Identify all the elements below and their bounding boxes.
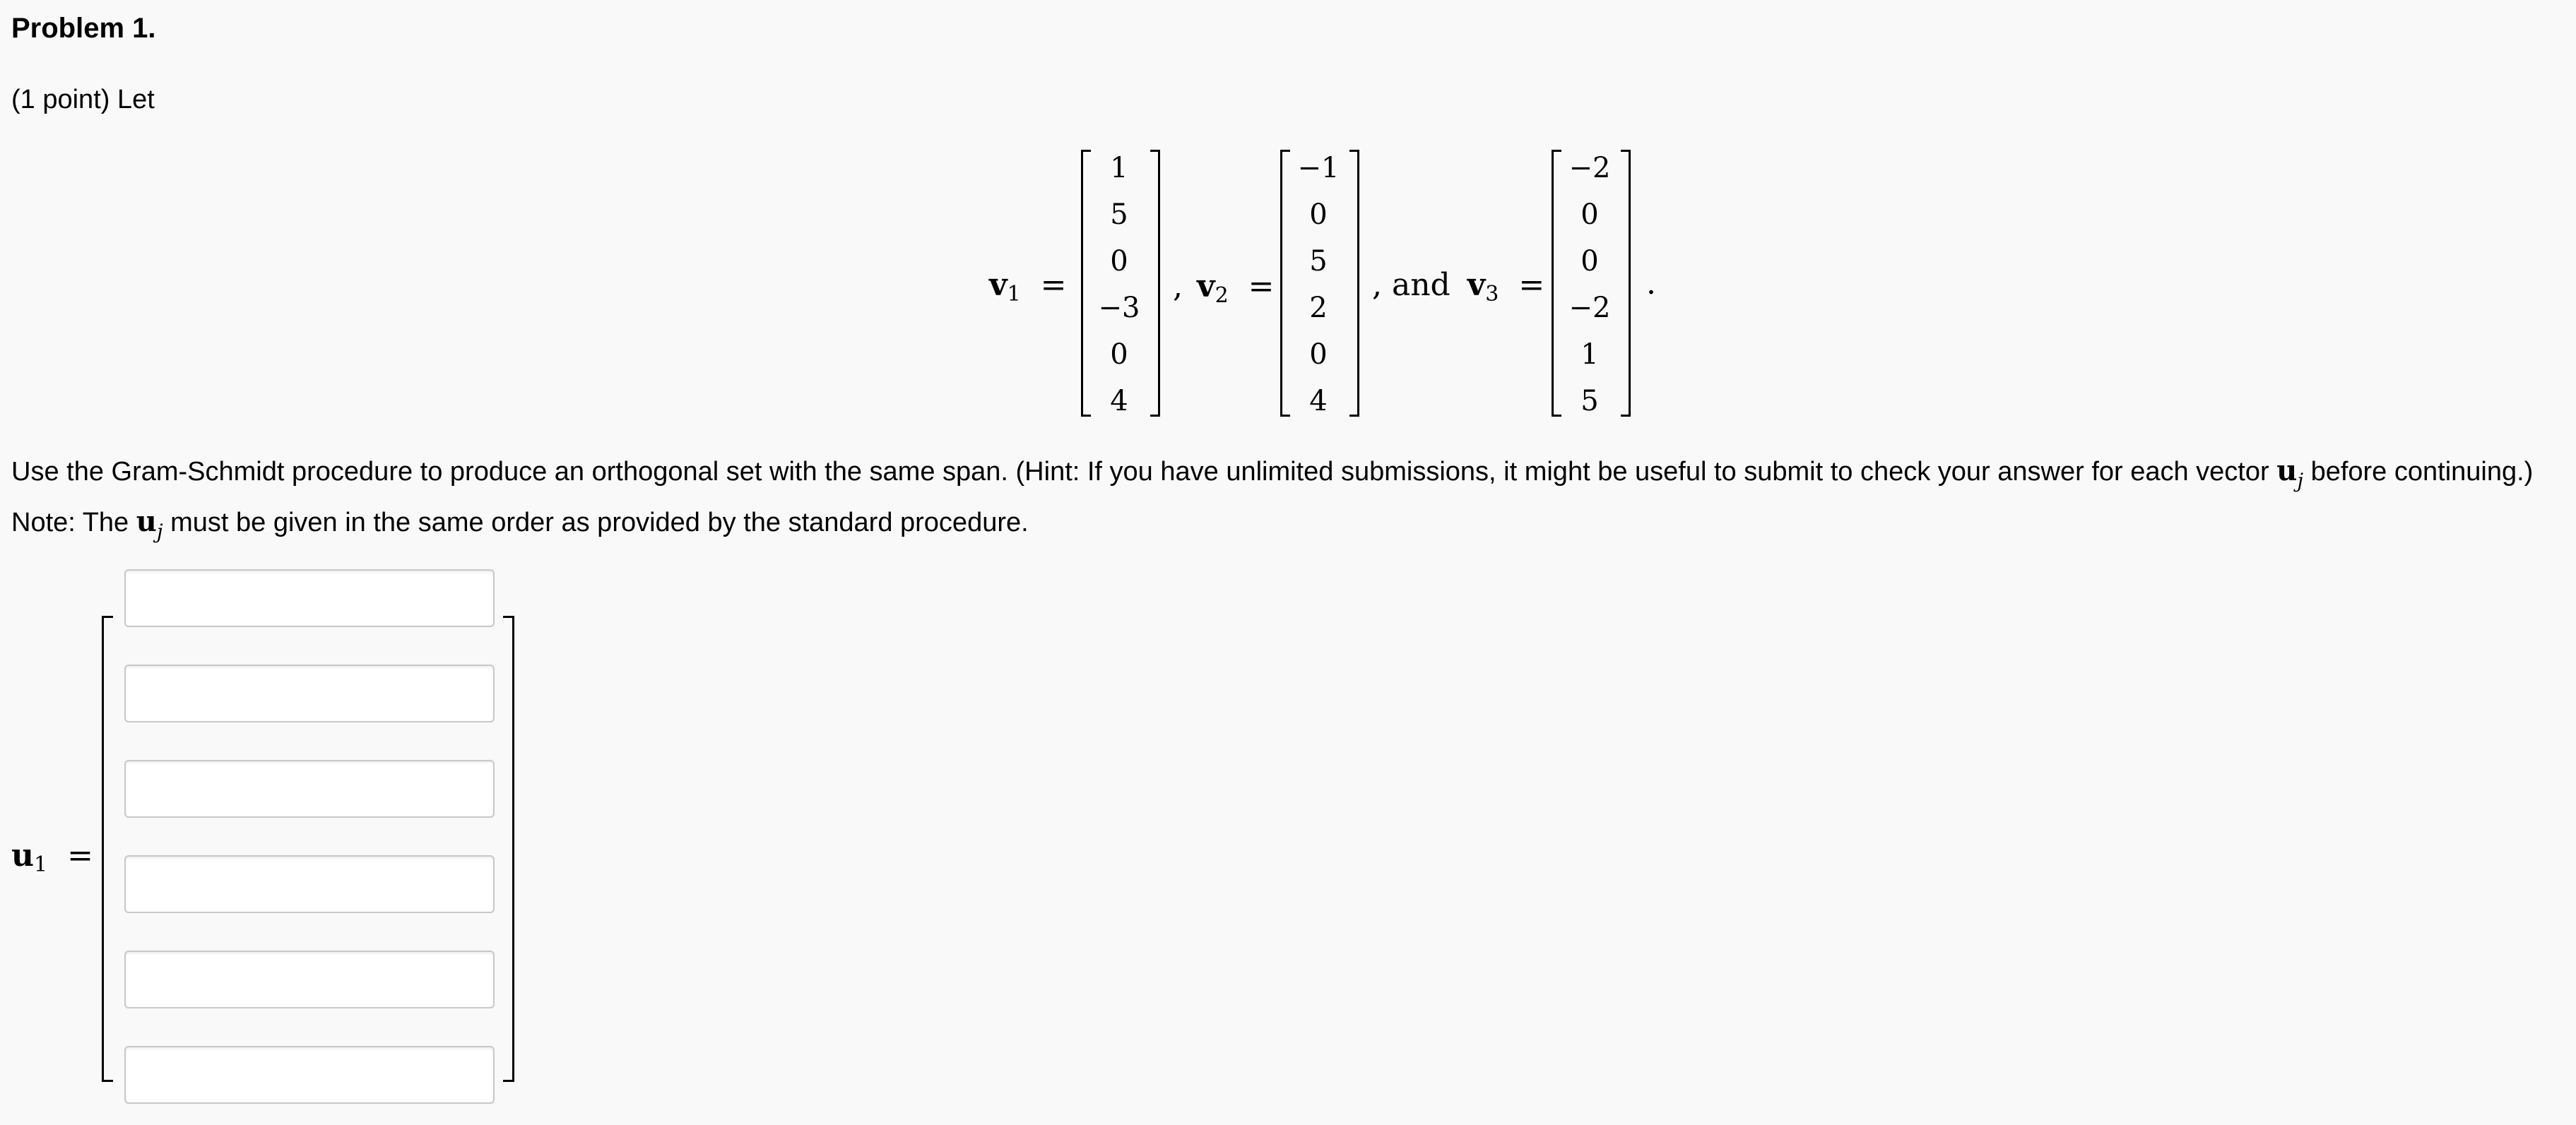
- u1-left-bracket: [102, 616, 113, 1082]
- u1-right-bracket: [503, 616, 514, 1082]
- v3-entry: −2: [1568, 152, 1611, 184]
- v1-entry: 4: [1110, 385, 1128, 417]
- v2-label: [1173, 268, 1275, 308]
- v3-entry: 0: [1581, 245, 1599, 278]
- vectors-end-period: .: [1646, 266, 1656, 302]
- separator-comma: ,: [1173, 268, 1183, 304]
- v2-entry: 4: [1309, 385, 1328, 417]
- u1-entry-input-1[interactable]: [124, 569, 495, 627]
- u1-subscript: 1: [34, 852, 48, 877]
- v2-right-bracket: [1349, 150, 1359, 417]
- v1-equals: =: [1040, 267, 1067, 303]
- problem-intro: (1 point) Let: [11, 85, 155, 114]
- v2-subscript: 2: [1215, 283, 1229, 308]
- v3-symbol: v: [1467, 267, 1486, 303]
- v1-entry: 0: [1110, 338, 1128, 371]
- v3-subscript: 3: [1485, 282, 1499, 306]
- u1-entry-input-2[interactable]: [124, 665, 495, 722]
- v2-entry: 0: [1309, 338, 1328, 371]
- v1-symbol: v: [989, 267, 1008, 303]
- uj-subscript: j: [156, 520, 163, 543]
- instructions: [11, 451, 2555, 552]
- v3-label: [1372, 267, 1545, 306]
- v2-entry: −1: [1297, 152, 1340, 184]
- v3-entry: 1: [1581, 338, 1599, 371]
- v1-right-bracket: [1150, 150, 1160, 417]
- instructions-part2: before continuing.) Note: The: [11, 457, 2534, 537]
- u1-label: [11, 840, 93, 876]
- v1-entry: 5: [1110, 198, 1128, 231]
- v1-label: [989, 267, 1067, 306]
- v2-entry: 0: [1309, 198, 1328, 231]
- v2-equals: =: [1248, 268, 1275, 304]
- u1-symbol: u: [11, 838, 34, 874]
- v1-left-bracket: [1081, 150, 1091, 417]
- v2-entry: 5: [1309, 245, 1328, 278]
- u1-equals: =: [67, 838, 93, 874]
- v1-entry: −3: [1098, 292, 1140, 324]
- uj-subscript: j: [2297, 469, 2303, 492]
- v3-right-bracket: [1621, 150, 1631, 417]
- u1-entry-input-3[interactable]: [124, 760, 495, 818]
- v3-entry: −2: [1568, 292, 1611, 324]
- separator-and: , and: [1372, 267, 1451, 303]
- v3-entry: 5: [1581, 385, 1599, 417]
- instructions-part1: Use the Gram-Schmidt procedure to produce an orthogonal set with the same span. (Hint: If you have unlimited submissions, it might be useful to submit to check your answer for each vector: [11, 457, 2269, 487]
- v1-entry: 0: [1110, 245, 1128, 278]
- v1-entry: 1: [1110, 152, 1128, 184]
- u1-entry-input-6[interactable]: [124, 1046, 495, 1104]
- uj-symbol: u: [136, 505, 157, 538]
- u1-entry-input-4[interactable]: [124, 855, 495, 913]
- v2-entry: 2: [1309, 292, 1328, 324]
- v2-left-bracket: [1280, 150, 1290, 417]
- v3-entry: 0: [1581, 198, 1599, 231]
- u1-entry-input-5[interactable]: [124, 951, 495, 1008]
- v3-left-bracket: [1552, 150, 1561, 417]
- problem-title: Problem 1.: [11, 13, 156, 44]
- v2-symbol: v: [1197, 268, 1215, 304]
- v3-equals: =: [1518, 267, 1545, 303]
- v1-subscript: 1: [1007, 282, 1021, 306]
- uj-symbol: u: [2276, 454, 2298, 487]
- instructions-part3: must be given in the same order as provided by the standard procedure.: [170, 508, 1029, 537]
